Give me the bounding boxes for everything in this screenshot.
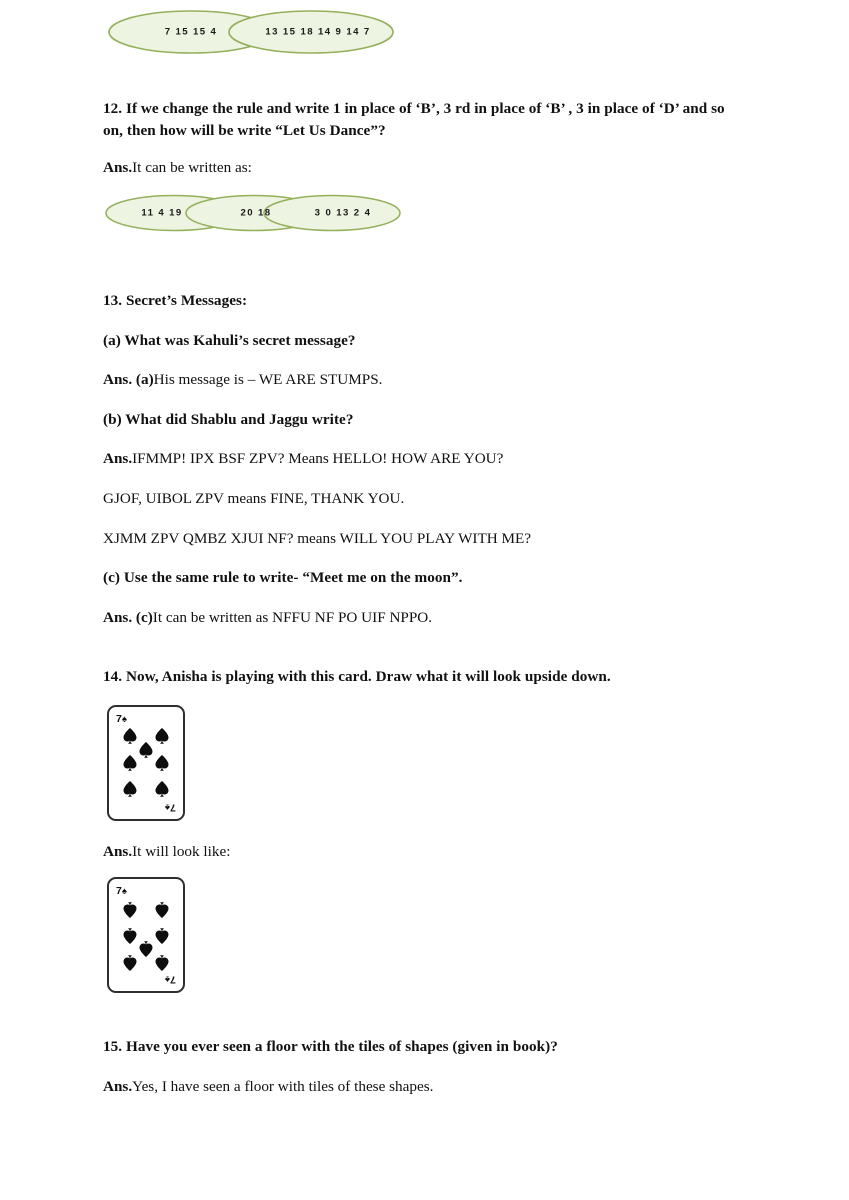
answer-13a-label: Ans. (a) (103, 371, 154, 388)
answer-13a (103, 369, 382, 391)
answer-13b-line-1 (103, 448, 503, 470)
spade-icon (122, 754, 138, 771)
card-pip-group (116, 899, 176, 972)
spade-icon-inverted (154, 901, 170, 918)
card-corner-index-top-left: 7♠ (116, 713, 127, 725)
question-14: 14. Now, Anisha is playing with this card. Draw what it will look upside down. (103, 668, 611, 685)
answer-13b-line-3: XJMM ZPV QMBZ XJUI NF? means WILL YOU PLAY WITH ME? (103, 530, 532, 547)
spade-icon-inverted (154, 954, 170, 971)
answer-13b-label: Ans. (103, 450, 133, 467)
spade-icon (154, 728, 170, 745)
spade-icon-inverted (154, 928, 170, 945)
number-chain-q12-figure (104, 189, 404, 237)
question-15: 15. Have you ever seen a floor with the tiles of shapes (given in book)? (103, 1038, 558, 1055)
answer-15 (103, 1076, 433, 1098)
answer-12-label: Ans. (103, 159, 133, 176)
playing-card-upright (107, 705, 185, 821)
answer-14-label: Ans. (103, 843, 133, 860)
answer-12 (103, 157, 252, 179)
number-chain-top-figure (106, 6, 396, 58)
answer-13c-label: Ans. (c) (103, 609, 153, 626)
chain-oval-shapes (104, 189, 404, 237)
spade-icon: ♠ (121, 714, 127, 725)
card-corner-index-bottom-right: 7♠ (165, 973, 176, 985)
answer-15-text: Yes, I have seen a floor with tiles of these shapes. (132, 1078, 434, 1095)
chain-group-numbers: 7 15 15 4 (164, 26, 218, 38)
card-corner-index-top-left: 7♠ (116, 885, 127, 897)
question-13-heading: 13. Secret’s Messages: (103, 292, 248, 309)
spade-icon-inverted (138, 940, 154, 957)
answer-12-text: It can be written as: (132, 159, 252, 176)
spade-icon: ♠ (165, 973, 171, 984)
answer-13a-text: His message is – WE ARE STUMPS. (153, 371, 383, 388)
chain-group-numbers: 11 4 19 (141, 207, 183, 219)
answer-13b-text-1: IFMMP! IPX BSF ZPV? Means HELLO! HOW ARE YOU? (132, 450, 504, 467)
spade-icon-inverted (122, 954, 138, 971)
question-13a: (a) What was Kahuli’s secret message? (103, 332, 356, 349)
answer-13c-text: It can be written as NFFU NF PO UIF NPPO. (152, 609, 433, 626)
answer-15-label: Ans. (103, 1078, 133, 1095)
answer-14-text: It will look like: (132, 843, 231, 860)
spade-icon (122, 781, 138, 798)
spade-icon (138, 741, 154, 758)
answer-13c (103, 607, 432, 629)
spade-icon (154, 754, 170, 771)
card-corner-index-bottom-right: 7♠ (165, 801, 176, 813)
spade-icon (154, 781, 170, 798)
answer-14 (103, 841, 230, 863)
chain-group-numbers: 13 15 18 14 9 14 7 (265, 26, 371, 38)
question-12: 12. If we change the rule and write 1 in place of ‘B’, 3 rd in place of ‘B’ , 3 in place of ‘D’ and so on, then how will be write “Let Us Dance”? (103, 100, 725, 139)
chain-oval-shapes (106, 6, 396, 58)
spade-icon (122, 728, 138, 745)
question-13b: (b) What did Shablu and Jaggu write? (103, 411, 354, 428)
answer-13b-line-2: GJOF, UIBOL ZPV means FINE, THANK YOU. (103, 490, 405, 507)
spade-icon: ♠ (121, 886, 127, 897)
question-13c: (c) Use the same rule to write- “Meet me on the moon”. (103, 569, 463, 586)
chain-group-numbers: 3 0 13 2 4 (314, 207, 372, 219)
playing-card-upside-down (107, 877, 185, 993)
chain-group-numbers: 20 18 (240, 207, 272, 219)
card-pip-group (116, 727, 176, 800)
spade-icon: ♠ (165, 801, 171, 812)
spade-icon-inverted (122, 928, 138, 945)
spade-icon-inverted (122, 901, 138, 918)
